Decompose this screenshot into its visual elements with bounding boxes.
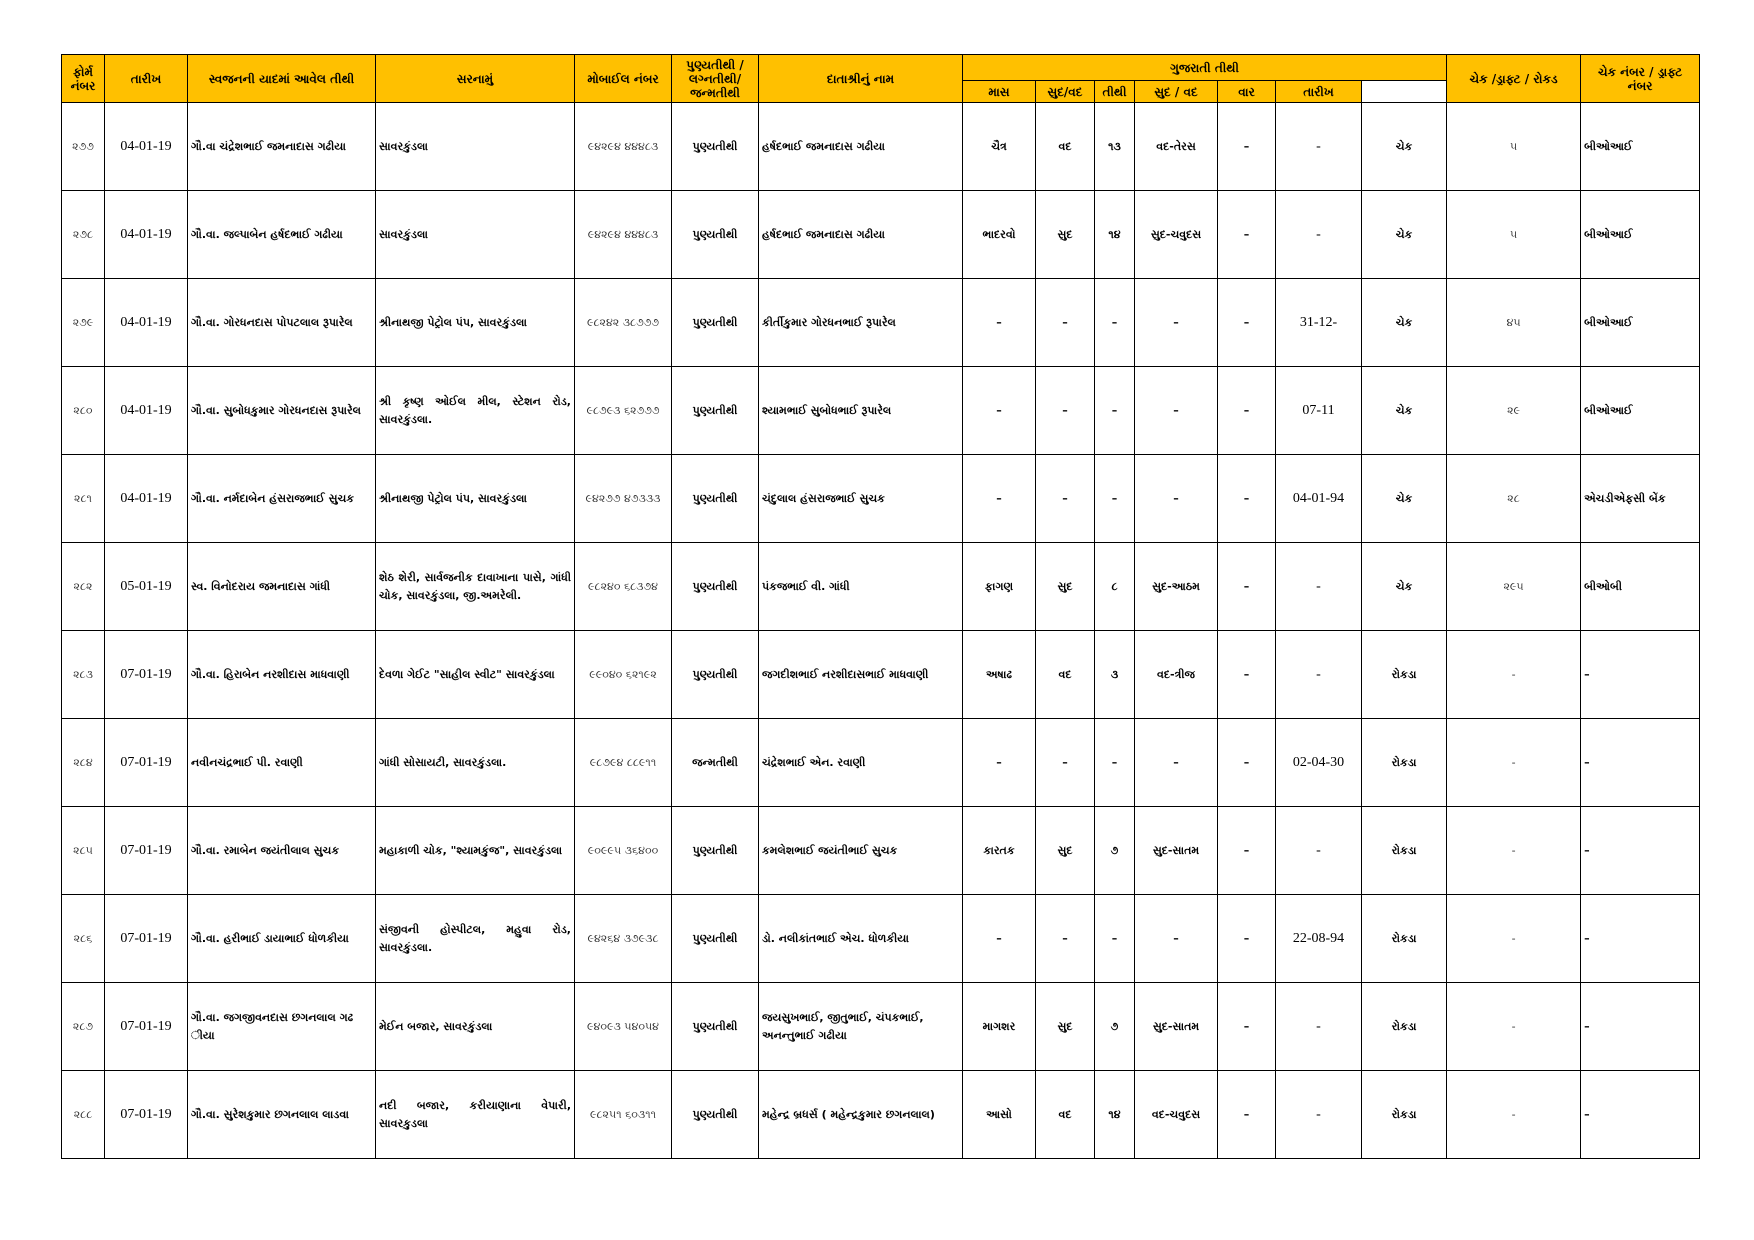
- cell-bank: –: [1581, 983, 1700, 1071]
- cell-occasion: પુણ્યતીથી: [672, 807, 759, 895]
- cell-occasion: પુણ્યતીથી: [672, 1071, 759, 1159]
- col-day: વાર: [1218, 81, 1276, 103]
- cell-memorial-name: ગૌ.વા. ગોરધનદાસ પોપટલાલ રૂપારેલ: [188, 279, 376, 367]
- cell-cheque-no: ૨૮: [1447, 455, 1581, 543]
- cell-date: 07-01-19: [105, 895, 188, 983]
- cell-address: શ્રી કૃષ્ણ ઓઈલ મીલ, સ્ટેશન રોડ, સાવરકુંડલા.: [376, 367, 575, 455]
- cell-payment-mode: રોકડા: [1362, 719, 1447, 807]
- cell-form-no: ૨૮૪: [62, 719, 105, 807]
- cell-tithi-date: -: [1276, 543, 1362, 631]
- cell-donor-name: પંકજભાઈ વી. ગાંધી: [759, 543, 963, 631]
- cell-memorial-name: ગૌ.વા. રમાબેન જયંતીલાલ સુચક: [188, 807, 376, 895]
- cell-month: –: [963, 367, 1036, 455]
- cell-date: 07-01-19: [105, 807, 188, 895]
- cell-sud-vad: –: [1036, 719, 1095, 807]
- table-row: [62, 543, 1700, 631]
- cell-cheque-no: -: [1447, 895, 1581, 983]
- cell-cheque-no: ૫: [1447, 191, 1581, 279]
- cell-sud-vad-full: સુદ-આઠમ: [1135, 543, 1218, 631]
- cell-payment-mode: ચેક: [1362, 543, 1447, 631]
- cell-occasion: પુણ્યતીથી: [672, 455, 759, 543]
- cell-cheque-no: ૨૯૫: [1447, 543, 1581, 631]
- cell-form-no: ૨૮૦: [62, 367, 105, 455]
- table-row: [62, 1071, 1700, 1159]
- cell-payment-mode: ચેક: [1362, 279, 1447, 367]
- cell-occasion: પુણ્યતીથી: [672, 631, 759, 719]
- cell-cheque-no: ૫: [1447, 103, 1581, 191]
- cell-day: –: [1218, 983, 1276, 1071]
- table-row: [62, 279, 1700, 367]
- cell-mobile: ૯૮૨૪૨ ૩૮૭૭૭: [575, 279, 672, 367]
- col-cheque-no: ચેક નંબર / ડ્રાફ્ટ નંબર: [1581, 55, 1700, 103]
- table-body: [62, 103, 1700, 1159]
- cell-mobile: ૯૪૨૯૪ ૪૪૪૮૩: [575, 191, 672, 279]
- cell-address: શેઠ શેરી, સાર્વજનીક દાવાખાના પાસે, ગાંધી ચોક, સાવરકુંડલા, જી.અમરેલી.: [376, 543, 575, 631]
- cell-payment-mode: રોકડા: [1362, 983, 1447, 1071]
- table-row: [62, 895, 1700, 983]
- cell-tithi: –: [1095, 279, 1135, 367]
- cell-sud-vad-full: –: [1135, 455, 1218, 543]
- cell-donor-name: ચંદ્રેશભાઈ એન. રવાણી: [759, 719, 963, 807]
- cell-donor-name: જગદીશભાઈ નરશીદાસભાઈ માધવાણી: [759, 631, 963, 719]
- cell-donor-name: શ્યામભાઈ સુબોધભાઈ રૂપારેલ: [759, 367, 963, 455]
- cell-month: અષાઢ: [963, 631, 1036, 719]
- cell-sud-vad: –: [1036, 367, 1095, 455]
- cell-occasion: પુણ્યતીથી: [672, 279, 759, 367]
- cell-mobile: ૯૮૭૯૪ ૮૮૯૧૧: [575, 719, 672, 807]
- cell-mobile: ૯૮૨૪૦ ૬૮૩૭૪: [575, 543, 672, 631]
- cell-tithi-date: -: [1276, 1071, 1362, 1159]
- table-row: [62, 455, 1700, 543]
- cell-bank: બીઓઆઈ: [1581, 103, 1700, 191]
- col-address: સરનામું: [376, 55, 575, 103]
- cell-tithi: –: [1095, 367, 1135, 455]
- cell-sud-vad: –: [1036, 455, 1095, 543]
- cell-date: 07-01-19: [105, 983, 188, 1071]
- cell-address: મહાકાળી ચોક, "શ્યામકુંજ", સાવરકુંડલા: [376, 807, 575, 895]
- cell-sud-vad-full: સુદ-સાતમ: [1135, 807, 1218, 895]
- table-row: [62, 367, 1700, 455]
- cell-donor-name: ચંદુલાલ હંસરાજભાઈ સુચક: [759, 455, 963, 543]
- cell-mobile: ૯૯૦૪૦ ૬૨૧૯૨: [575, 631, 672, 719]
- col-form-no: ફોર્મ નંબર: [62, 55, 105, 103]
- cell-tithi: ૮: [1095, 543, 1135, 631]
- cell-cheque-no: ૨૯: [1447, 367, 1581, 455]
- cell-address: સંજીવની હોસ્પીટલ, મહુવા રોડ, સાવરકુંડલા.: [376, 895, 575, 983]
- cell-tithi-date: 07-11: [1276, 367, 1362, 455]
- cell-day: –: [1218, 807, 1276, 895]
- cell-date: 04-01-19: [105, 455, 188, 543]
- cell-tithi-date: -: [1276, 191, 1362, 279]
- cell-form-no: ૨૮૫: [62, 807, 105, 895]
- cell-day: –: [1218, 1071, 1276, 1159]
- table-row: [62, 983, 1700, 1071]
- cell-address: શ્રીનાથજી પેટ્રોલ પંપ, સાવરકુંડલા: [376, 279, 575, 367]
- cell-occasion: પુણ્યતીથી: [672, 367, 759, 455]
- cell-bank: –: [1581, 631, 1700, 719]
- cell-date: 04-01-19: [105, 279, 188, 367]
- cell-cheque-no: -: [1447, 807, 1581, 895]
- cell-mobile: ૯૪૦૯૩ ૫૪૦૫૪: [575, 983, 672, 1071]
- cell-memorial-name: ગૌ.વા. હિરાબેન નરશીદાસ માધવાણી: [188, 631, 376, 719]
- cell-cheque-no: -: [1447, 719, 1581, 807]
- cell-occasion: પુણ્યતીથી: [672, 983, 759, 1071]
- cell-tithi: –: [1095, 455, 1135, 543]
- cell-date: 05-01-19: [105, 543, 188, 631]
- cell-bank: –: [1581, 807, 1700, 895]
- cell-tithi-date: -: [1276, 103, 1362, 191]
- cell-form-no: ૨૮૨: [62, 543, 105, 631]
- cell-tithi: ૧૪: [1095, 191, 1135, 279]
- cell-occasion: પુણ્યતીથી: [672, 543, 759, 631]
- cell-tithi-date: 02-04-30: [1276, 719, 1362, 807]
- cell-day: –: [1218, 455, 1276, 543]
- cell-form-no: ૨૭૭: [62, 103, 105, 191]
- cell-sud-vad-full: વદ-તેરસ: [1135, 103, 1218, 191]
- cell-day: –: [1218, 631, 1276, 719]
- cell-occasion: પુણ્યતીથી: [672, 191, 759, 279]
- cell-payment-mode: રોકડા: [1362, 895, 1447, 983]
- cell-month: માગશર: [963, 983, 1036, 1071]
- col-payment-mode: ચેક /ડ્રાફ્ટ / રોકડ: [1447, 55, 1581, 103]
- cell-form-no: ૨૭૮: [62, 191, 105, 279]
- cell-sud-vad: સુદ: [1036, 807, 1095, 895]
- cell-payment-mode: ચેક: [1362, 103, 1447, 191]
- cell-mobile: ૯૮૨૫૧ ૬૦૩૧૧: [575, 1071, 672, 1159]
- cell-occasion: પુણ્યતીથી: [672, 895, 759, 983]
- cell-mobile: ૯૪૨૭૭ ૪૭૩૩૩: [575, 455, 672, 543]
- donation-register-table: [61, 54, 1700, 1159]
- cell-sud-vad-full: વદ-ચવુદસ: [1135, 1071, 1218, 1159]
- col-gujarati-tithi: ગુજરાતી તીથી: [963, 55, 1447, 81]
- cell-occasion: જન્મતીથી: [672, 719, 759, 807]
- cell-tithi: ૭: [1095, 983, 1135, 1071]
- cell-payment-mode: ચેક: [1362, 367, 1447, 455]
- cell-sud-vad: વદ: [1036, 631, 1095, 719]
- cell-mobile: ૯૪૨૬૪ ૩૭૯૩૮: [575, 895, 672, 983]
- cell-date: 07-01-19: [105, 1071, 188, 1159]
- cell-mobile: ૯૪૨૯૪ ૪૪૪૮૩: [575, 103, 672, 191]
- cell-donor-name: ડો. નલીકાંતભાઈ એચ. ધોળકીયા: [759, 895, 963, 983]
- cell-sud-vad: સુદ: [1036, 191, 1095, 279]
- cell-day: –: [1218, 103, 1276, 191]
- cell-date: 04-01-19: [105, 367, 188, 455]
- cell-memorial-name: ગૌ.વા ચંદ્રેશભાઈ જમનાદાસ ગઢીયા: [188, 103, 376, 191]
- cell-donor-name: કમલેશભાઈ જયંતીભાઈ સુચક: [759, 807, 963, 895]
- cell-tithi: –: [1095, 719, 1135, 807]
- cell-donor-name: હર્ષદભાઈ જમનાદાસ ગઢીયા: [759, 191, 963, 279]
- cell-day: –: [1218, 279, 1276, 367]
- cell-form-no: ૨૭૯: [62, 279, 105, 367]
- cell-month: આસો: [963, 1071, 1036, 1159]
- cell-tithi: ૭: [1095, 807, 1135, 895]
- cell-form-no: ૨૮૬: [62, 895, 105, 983]
- cell-form-no: ૨૮૭: [62, 983, 105, 1071]
- cell-form-no: ૨૮૩: [62, 631, 105, 719]
- cell-bank: –: [1581, 719, 1700, 807]
- table-row: [62, 103, 1700, 191]
- col-occasion: પુણ્યતીથી / લગ્નતીથી/ જન્મતીથી: [672, 55, 759, 103]
- cell-day: –: [1218, 543, 1276, 631]
- cell-sud-vad: –: [1036, 279, 1095, 367]
- cell-month: –: [963, 895, 1036, 983]
- cell-tithi-date: -: [1276, 983, 1362, 1071]
- cell-date: 04-01-19: [105, 103, 188, 191]
- cell-donor-name: જયસુખભાઈ, જીતુભાઈ, ચંપકભાઈ, અનન્તુભાઈ ગઢીયા: [759, 983, 963, 1071]
- cell-month: –: [963, 455, 1036, 543]
- cell-occasion: પુણ્યતીથી: [672, 103, 759, 191]
- col-sud-vad: સુદ/વદ: [1036, 81, 1095, 103]
- table-row: [62, 631, 1700, 719]
- cell-day: –: [1218, 719, 1276, 807]
- cell-date: 07-01-19: [105, 631, 188, 719]
- col-month: માસ: [963, 81, 1036, 103]
- cell-cheque-no: -: [1447, 631, 1581, 719]
- cell-sud-vad-full: –: [1135, 719, 1218, 807]
- cell-memorial-name: ગૌ.વા. નર્મદાબેન હંસરાજભાઈ સુચક: [188, 455, 376, 543]
- cell-sud-vad: –: [1036, 895, 1095, 983]
- cell-day: –: [1218, 191, 1276, 279]
- cell-sud-vad-full: સુદ-સાતમ: [1135, 983, 1218, 1071]
- cell-date: 07-01-19: [105, 719, 188, 807]
- cell-address: ગાંધી સોસાયટી, સાવરકુંડલા.: [376, 719, 575, 807]
- cell-payment-mode: રોકડા: [1362, 1071, 1447, 1159]
- table-header: [62, 55, 1700, 103]
- cell-sud-vad-full: વદ-ત્રીજ: [1135, 631, 1218, 719]
- table-row: [62, 807, 1700, 895]
- cell-cheque-no: ૪૫: [1447, 279, 1581, 367]
- cell-sud-vad: વદ: [1036, 1071, 1095, 1159]
- cell-payment-mode: રોકડા: [1362, 631, 1447, 719]
- cell-sud-vad-full: સુદ-ચવુદસ: [1135, 191, 1218, 279]
- table-row: [62, 191, 1700, 279]
- cell-day: –: [1218, 367, 1276, 455]
- cell-tithi-date: 22-08-94: [1276, 895, 1362, 983]
- cell-bank: –: [1581, 1071, 1700, 1159]
- cell-donor-name: મહેન્દ્ર બ્રધર્સ ( મહેન્દ્રકુમાર છગનલાલ): [759, 1071, 963, 1159]
- col-donor-name: દાતાશ્રીનું નામ: [759, 55, 963, 103]
- cell-bank: એચડીએફસી બેંક: [1581, 455, 1700, 543]
- cell-sud-vad-full: –: [1135, 895, 1218, 983]
- cell-month: ફાગણ: [963, 543, 1036, 631]
- cell-mobile: ૯૦૯૯૫ ૩૬૪૦૦: [575, 807, 672, 895]
- cell-memorial-name: ગૌ.વા. જગજીવનદાસ છગનલાલ ગઢ ીયા: [188, 983, 376, 1071]
- cell-month: ચૈત્ર: [963, 103, 1036, 191]
- cell-payment-mode: ચેક: [1362, 191, 1447, 279]
- cell-memorial-name: નવીનચંદ્રભાઈ પી. રવાણી: [188, 719, 376, 807]
- cell-sud-vad: સુદ: [1036, 983, 1095, 1071]
- col-sud-vad-full: સુદ / વદ: [1135, 81, 1218, 103]
- cell-sud-vad: વદ: [1036, 103, 1095, 191]
- cell-sud-vad: સુદ: [1036, 543, 1095, 631]
- cell-donor-name: કીર્તીકુમાર ગોરધનભાઈ રૂપારેલ: [759, 279, 963, 367]
- cell-day: –: [1218, 895, 1276, 983]
- col-mobile: મોબાઈલ નંબર: [575, 55, 672, 103]
- cell-bank: બીઓઆઈ: [1581, 367, 1700, 455]
- cell-tithi: ૩: [1095, 631, 1135, 719]
- cell-tithi: –: [1095, 895, 1135, 983]
- cell-address: સાવરકુંડલા: [376, 191, 575, 279]
- cell-tithi: ૧૩: [1095, 103, 1135, 191]
- cell-tithi-date: -: [1276, 807, 1362, 895]
- cell-bank: –: [1581, 895, 1700, 983]
- cell-month: –: [963, 279, 1036, 367]
- cell-address: નદી બજાર, કરીયાણાના વેપારી, સાવરકુડલા: [376, 1071, 575, 1159]
- cell-address: સાવરકુંડલા: [376, 103, 575, 191]
- cell-donor-name: હર્ષદભાઈ જમનાદાસ ગઢીયા: [759, 103, 963, 191]
- cell-memorial-name: ગૌ.વા. સુરેશકુમાર છગનલાલ લાડવા: [188, 1071, 376, 1159]
- col-tithi-date: તારીખ: [1276, 81, 1362, 103]
- cell-bank: બીઓઆઈ: [1581, 279, 1700, 367]
- col-date: તારીખ: [105, 55, 188, 103]
- cell-sud-vad-full: –: [1135, 367, 1218, 455]
- cell-bank: બીઓઆઈ: [1581, 191, 1700, 279]
- cell-address: દેવળા ગેઈટ "સાહીલ સ્વીટ" સાવરકુંડલા: [376, 631, 575, 719]
- cell-memorial-name: ગૌ.વા. જલ્પાબેન હર્ષદભાઈ ગઢીયા: [188, 191, 376, 279]
- cell-mobile: ૯૮૭૯૩ ૬૨૭૭૭: [575, 367, 672, 455]
- cell-form-no: ૨૮૮: [62, 1071, 105, 1159]
- cell-date: 04-01-19: [105, 191, 188, 279]
- cell-memorial-name: સ્વ. વિનોદરાય જમનાદાસ ગાંધી: [188, 543, 376, 631]
- cell-sud-vad-full: –: [1135, 279, 1218, 367]
- cell-month: ભાદરવો: [963, 191, 1036, 279]
- cell-address: મેઈન બજાર, સાવરકુંડલા: [376, 983, 575, 1071]
- cell-tithi-date: 31-12-: [1276, 279, 1362, 367]
- cell-tithi: ૧૪: [1095, 1071, 1135, 1159]
- col-tithi: તીથી: [1095, 81, 1135, 103]
- cell-memorial-name: ગૌ.વા. સુબોધકુમાર ગોરધનદાસ રૂપારેલ: [188, 367, 376, 455]
- cell-tithi-date: -: [1276, 631, 1362, 719]
- col-tithi-in-memory: સ્વજનની યાદમાં આવેલ તીથી: [188, 55, 376, 103]
- cell-cheque-no: -: [1447, 983, 1581, 1071]
- cell-payment-mode: ચેક: [1362, 455, 1447, 543]
- cell-form-no: ૨૮૧: [62, 455, 105, 543]
- table-row: [62, 719, 1700, 807]
- cell-payment-mode: રોકડા: [1362, 807, 1447, 895]
- cell-tithi-date: 04-01-94: [1276, 455, 1362, 543]
- cell-cheque-no: -: [1447, 1071, 1581, 1159]
- cell-month: –: [963, 719, 1036, 807]
- cell-month: કારતક: [963, 807, 1036, 895]
- cell-address: શ્રીનાથજી પેટ્રોલ પંપ, સાવરકુંડલા: [376, 455, 575, 543]
- cell-bank: બીઓબી: [1581, 543, 1700, 631]
- cell-memorial-name: ગૌ.વા. હરીભાઈ ડાયાભાઈ ધોળકીયા: [188, 895, 376, 983]
